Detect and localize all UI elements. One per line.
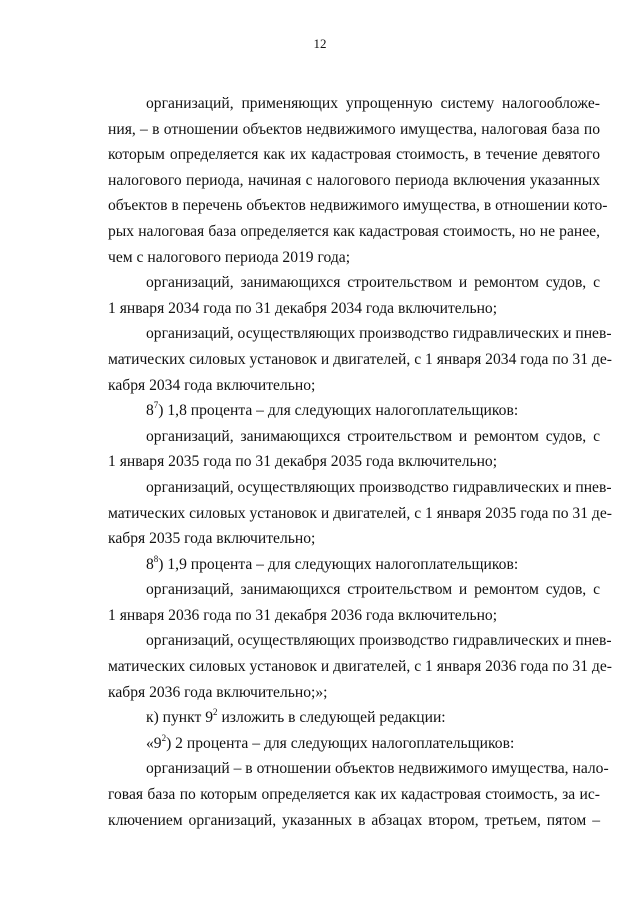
line-text: организаций, занимающихся строительством и ремонтом судов, с xyxy=(146,274,600,292)
text-line xyxy=(108,756,609,782)
text-line xyxy=(108,373,600,399)
line-text: кабря 2034 года включительно; xyxy=(108,376,316,394)
text-line xyxy=(108,245,600,271)
superscript: 2 xyxy=(213,707,218,718)
text-line xyxy=(108,603,600,629)
text-line xyxy=(108,654,612,680)
line-prefix: «9 xyxy=(146,734,162,752)
text-line xyxy=(108,168,600,194)
line-text: рых налоговая база определяется как кадастровая стоимость, но не ранее, xyxy=(108,222,600,240)
line-text: ) 1,8 процента – для следующих налогоплательщиков: xyxy=(158,402,519,420)
text-line xyxy=(108,219,600,245)
line-text: ключением организаций, указанных в абзацах втором, третьем, пятом – xyxy=(108,811,600,829)
text-line xyxy=(108,296,600,322)
line-text: которым определяется как их кадастровая стоимость, в течение девятого xyxy=(108,146,600,164)
line-prefix: к) пункт 9 xyxy=(146,709,214,727)
line-text: ) 1,9 процента – для следующих налогоплательщиков: xyxy=(158,555,519,573)
text-line xyxy=(108,552,600,578)
text-line xyxy=(108,424,600,450)
line-text: матических силовых установок и двигателей, с 1 января 2035 года по 31 де- xyxy=(108,504,612,522)
line-text: кабря 2036 года включительно;»; xyxy=(108,683,328,701)
line-text: организаций, занимающихся строительством и ремонтом судов, с xyxy=(146,427,600,445)
text-line xyxy=(108,808,600,834)
text-line xyxy=(108,321,612,347)
text-line xyxy=(108,628,612,654)
line-text: 1 января 2036 года по 31 декабря 2036 года включительно; xyxy=(108,606,498,624)
line-text: ния, – в отношении объектов недвижимого имущества, налоговая база по xyxy=(108,120,600,138)
line-text: матических силовых установок и двигателей, с 1 января 2036 года по 31 де- xyxy=(108,658,612,676)
line-text: организаций, осуществляющих производство гидравлических и пнев- xyxy=(146,478,612,496)
text-line xyxy=(108,193,608,219)
line-text: организаций, занимающихся строительством и ремонтом судов, с xyxy=(146,581,600,599)
text-line xyxy=(108,142,600,168)
line-text: ) 2 процента – для следующих налогоплательщиков: xyxy=(166,734,515,752)
text-line xyxy=(108,526,600,552)
text-line xyxy=(108,501,612,527)
line-text: изложить в следующей редакции: xyxy=(217,709,446,727)
line-text: 1 января 2034 года по 31 декабря 2034 года включительно; xyxy=(108,299,498,317)
text-line xyxy=(108,782,600,808)
text-line xyxy=(108,577,600,603)
line-text: кабря 2035 года включительно; xyxy=(108,530,316,548)
text-line xyxy=(108,347,612,373)
line-text: говая база по которым определяется как их кадастровая стоимость, за ис- xyxy=(108,786,600,804)
line-text: организаций, применяющих упрощенную систему налогообложе- xyxy=(146,95,600,112)
text-line xyxy=(108,449,600,475)
document-body xyxy=(108,91,612,833)
text-line xyxy=(108,731,600,757)
superscript: 7 xyxy=(153,399,159,410)
line-text: 1 января 2035 года по 31 декабря 2035 года включительно; xyxy=(108,453,498,471)
line-text: чем с налогового периода 2019 года; xyxy=(108,248,351,266)
superscript: 8 xyxy=(153,553,159,564)
line-text: организаций, осуществляющих производство гидравлических и пнев- xyxy=(146,325,612,343)
text-line xyxy=(108,475,612,501)
text-line xyxy=(108,117,600,143)
line-text: налогового периода, начиная с налогового периода включения указанных xyxy=(108,171,600,189)
line-prefix: 8 xyxy=(146,555,154,573)
line-text: объектов в перечень объектов недвижимого имущества, в отношении кото- xyxy=(108,197,608,215)
text-line xyxy=(108,705,600,731)
line-prefix: 8 xyxy=(146,402,154,420)
superscript: 2 xyxy=(161,732,167,743)
text-line xyxy=(108,270,600,296)
page-number: 12 xyxy=(313,36,327,51)
text-line xyxy=(108,398,600,424)
text-line xyxy=(108,91,600,117)
line-text: организаций, осуществляющих производство гидравлических и пнев- xyxy=(146,632,612,650)
line-text: матических силовых установок и двигателей, с 1 января 2034 года по 31 де- xyxy=(108,350,612,368)
line-text: организаций – в отношении объектов недвижимого имущества, нало- xyxy=(146,760,609,778)
text-line xyxy=(108,680,600,706)
